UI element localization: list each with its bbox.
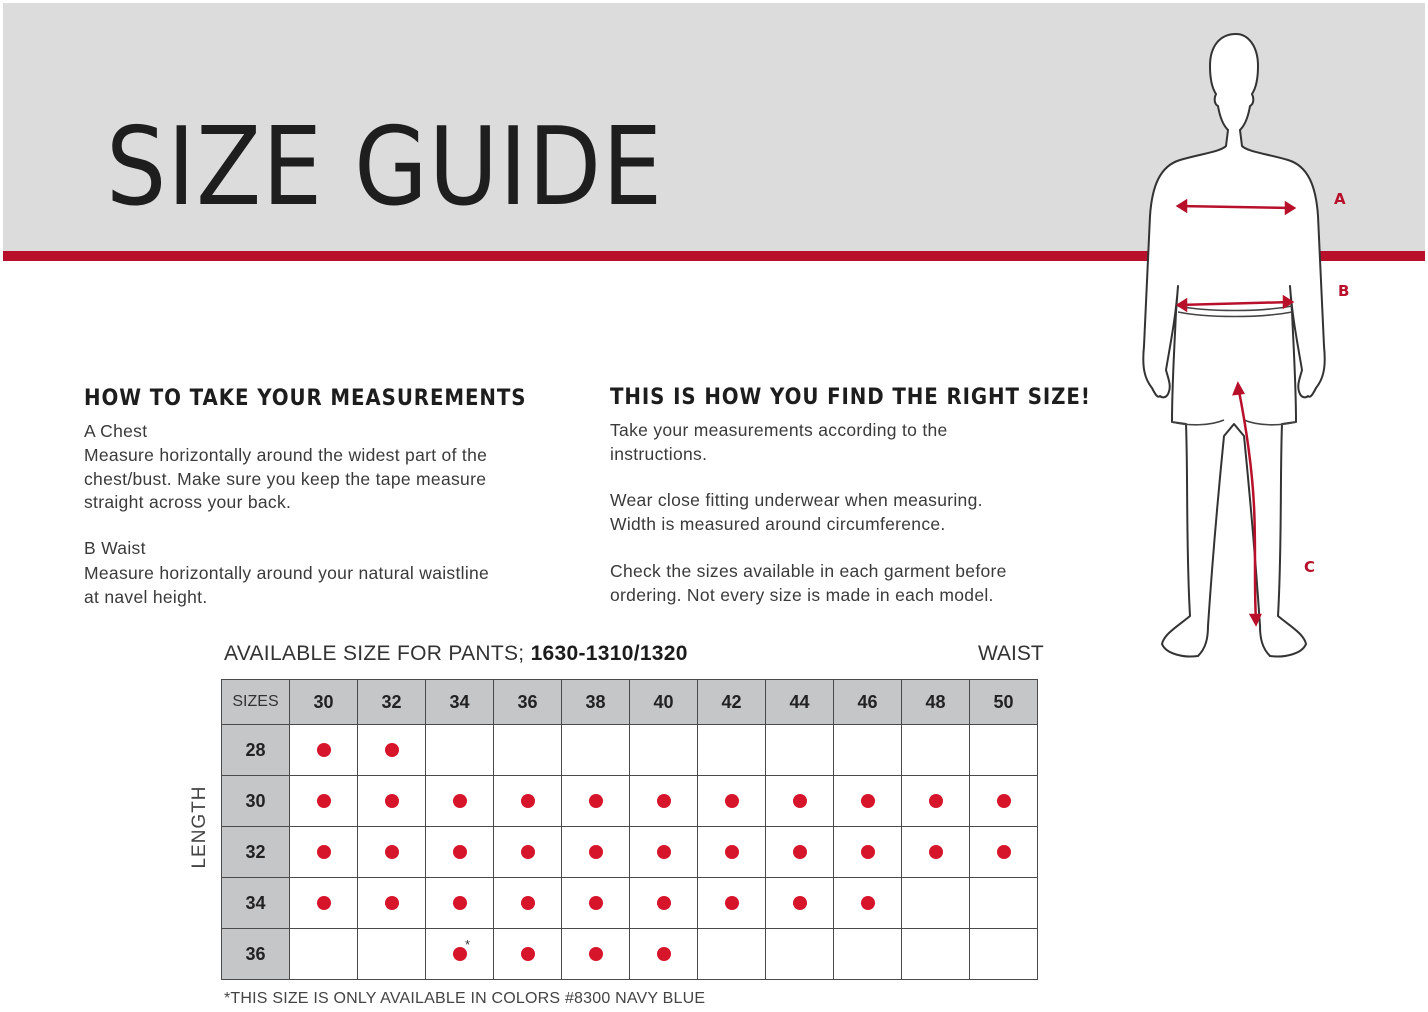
available-dot <box>589 794 603 808</box>
available-dot <box>317 794 331 808</box>
waist-size-header: 44 <box>766 680 834 725</box>
table-row <box>222 776 1038 827</box>
availability-cell <box>562 725 630 776</box>
waist-size-header: 36 <box>494 680 562 725</box>
availability-cell <box>698 827 766 878</box>
available-dot <box>861 845 875 859</box>
available-dot <box>521 845 535 859</box>
availability-cell <box>970 827 1038 878</box>
availability-cell <box>902 725 970 776</box>
figure-label-c: C <box>1304 558 1316 576</box>
availability-cell <box>494 776 562 827</box>
availability-cell <box>494 725 562 776</box>
figure-label-a: A <box>1334 190 1346 208</box>
availability-cell <box>290 878 358 929</box>
waist-size-header: 46 <box>834 680 902 725</box>
available-dot <box>589 845 603 859</box>
available-dot <box>521 947 535 961</box>
availability-cell <box>766 725 834 776</box>
availability-cell <box>290 929 358 980</box>
table-row <box>222 827 1038 878</box>
availability-cell <box>834 929 902 980</box>
availability-cell <box>834 725 902 776</box>
sizes-corner-cell: SIZES <box>222 680 290 725</box>
availability-cell <box>290 725 358 776</box>
available-dot <box>657 947 671 961</box>
length-size-header: 28 <box>222 725 290 776</box>
available-dot <box>997 794 1011 808</box>
availability-cell <box>358 929 426 980</box>
availability-cell <box>426 929 494 980</box>
available-dot <box>657 845 671 859</box>
asterisk-mark: * <box>465 937 471 952</box>
availability-cell <box>630 776 698 827</box>
waist-size-header: 38 <box>562 680 630 725</box>
available-dot <box>929 845 943 859</box>
availability-cell <box>358 725 426 776</box>
availability-cell <box>698 878 766 929</box>
length-size-header: 36 <box>222 929 290 980</box>
available-dot <box>521 794 535 808</box>
waist-text: Measure horizontally around your natural waistline at navel height. <box>84 563 490 607</box>
available-dot <box>317 743 331 757</box>
available-dot <box>453 794 467 808</box>
available-dot <box>385 896 399 910</box>
availability-cell <box>766 878 834 929</box>
available-dot <box>385 794 399 808</box>
availability-cell <box>494 929 562 980</box>
availability-cell <box>766 827 834 878</box>
available-dot <box>589 896 603 910</box>
available-dot <box>725 896 739 910</box>
available-dot <box>657 896 671 910</box>
availability-cell <box>630 827 698 878</box>
availability-cell <box>766 929 834 980</box>
availability-cell <box>358 827 426 878</box>
availability-cell <box>766 776 834 827</box>
availability-cell <box>902 776 970 827</box>
availability-cell <box>630 725 698 776</box>
waist-size-header: 40 <box>630 680 698 725</box>
body-measurement-figure <box>1128 26 1428 666</box>
available-dot <box>861 896 875 910</box>
figure-label-b: B <box>1338 282 1350 300</box>
table-row <box>222 878 1038 929</box>
table-body <box>222 725 1038 980</box>
waist-size-header: 42 <box>698 680 766 725</box>
available-dot <box>521 896 535 910</box>
waist-axis-label: WAIST <box>978 642 1044 665</box>
availability-cell <box>698 776 766 827</box>
availability-cell <box>426 878 494 929</box>
availability-cell <box>698 929 766 980</box>
availability-cell <box>902 878 970 929</box>
availability-cell <box>970 776 1038 827</box>
available-dot <box>997 845 1011 859</box>
available-dot <box>317 845 331 859</box>
availability-cell <box>290 827 358 878</box>
measurements-heading: HOW TO TAKE YOUR MEASUREMENTS <box>84 386 527 411</box>
table-caption-models: 1630-1310/1320 <box>530 642 688 665</box>
availability-cell <box>562 827 630 878</box>
length-size-header: 32 <box>222 827 290 878</box>
availability-cell <box>970 878 1038 929</box>
right-size-paragraph-2: Wear close fitting underwear when measuring. Width is measured around circumference. <box>610 490 983 534</box>
footnote: *THIS SIZE IS ONLY AVAILABLE IN COLORS #8300 NAVY BLUE <box>224 990 706 1007</box>
right-size-heading: THIS IS HOW YOU FIND THE RIGHT SIZE! <box>610 385 1091 410</box>
right-size-paragraph-3: Check the sizes available in each garment before ordering. Not every size is made in each model. <box>610 561 1007 605</box>
available-dot <box>385 743 399 757</box>
availability-cell <box>494 878 562 929</box>
waist-size-header: 30 <box>290 680 358 725</box>
available-dot <box>657 794 671 808</box>
available-dot <box>929 794 943 808</box>
availability-cell <box>358 878 426 929</box>
length-size-header: 30 <box>222 776 290 827</box>
table-row <box>222 929 1038 980</box>
available-dot <box>793 896 807 910</box>
waist-size-header: 48 <box>902 680 970 725</box>
available-dot <box>725 794 739 808</box>
availability-cell <box>698 725 766 776</box>
table-caption-prefix: AVAILABLE SIZE FOR PANTS; <box>224 642 531 665</box>
waist-size-header: 50 <box>970 680 1038 725</box>
availability-cell <box>834 776 902 827</box>
available-dot <box>793 794 807 808</box>
table-caption <box>224 642 688 666</box>
body-silhouette <box>1143 34 1324 657</box>
chest-text: Measure horizontally around the widest part of the chest/bust. Make sure you keep the tape measure straight across your back. <box>84 445 488 512</box>
table-row <box>222 725 1038 776</box>
availability-cell <box>426 827 494 878</box>
available-dot <box>793 845 807 859</box>
availability-cell <box>494 827 562 878</box>
length-size-header: 34 <box>222 878 290 929</box>
available-dot <box>453 845 467 859</box>
availability-cell <box>426 776 494 827</box>
availability-cell <box>902 827 970 878</box>
availability-cell <box>834 878 902 929</box>
available-dot <box>861 794 875 808</box>
availability-cell <box>290 776 358 827</box>
page-title: SIZE GUIDE <box>106 105 663 230</box>
availability-cell <box>970 725 1038 776</box>
inseam-arrow-bottom <box>1251 615 1260 624</box>
availability-cell <box>630 929 698 980</box>
waist-size-header: 34 <box>426 680 494 725</box>
size-availability-table <box>221 679 1038 980</box>
availability-cell <box>562 878 630 929</box>
availability-cell <box>562 929 630 980</box>
available-dot <box>453 896 467 910</box>
availability-cell <box>902 929 970 980</box>
available-dot <box>589 947 603 961</box>
availability-cell <box>970 929 1038 980</box>
available-dot <box>317 896 331 910</box>
available-dot <box>725 845 739 859</box>
waist-size-header: 32 <box>358 680 426 725</box>
availability-cell <box>562 776 630 827</box>
available-dot <box>385 845 399 859</box>
right-size-paragraph-1: Take your measurements according to the instructions. <box>610 420 948 464</box>
availability-cell <box>426 725 494 776</box>
chest-title: A Chest <box>84 421 148 441</box>
waist-title: B Waist <box>84 538 146 558</box>
length-axis-label: LENGTH <box>189 785 210 869</box>
availability-cell <box>834 827 902 878</box>
availability-cell <box>630 878 698 929</box>
table-header-row <box>222 680 1038 725</box>
availability-cell <box>358 776 426 827</box>
